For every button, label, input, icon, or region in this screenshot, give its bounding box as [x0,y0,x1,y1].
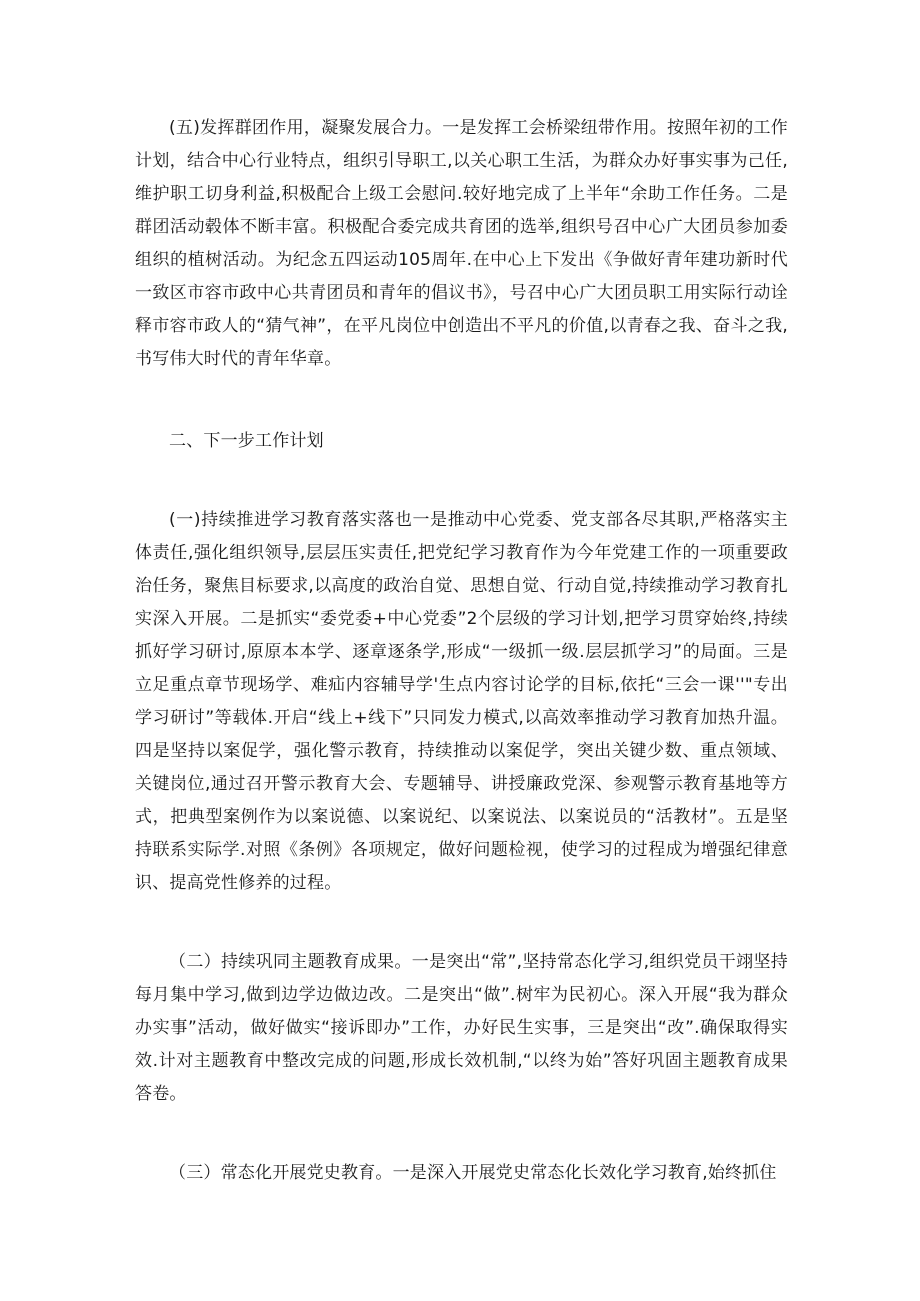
paragraph-mass-organizations: (五)发挥群团作用，凝聚发展合力。一是发挥工会桥梁纽带作用。按照年初的工作计划，结合中心行业特点，组织引导职工,以关心职工生活，为群众办好事实事为己任,维护职工切身利益,积极配合上级工会慰问.较好地完成了上半年“余助工作任务。二是群团活动毂体不断丰富。积极配合委完成共育团的选举,组织号召中心广大团员参加委组织的植树活动。为纪念五四运动105周年.在中心上下发出《争做好青年建功新时代一致区市容市政中心共青团员和青年的倡议书》，号召中心广大团员职工用实际行动诠释市容市政人的“猜气神”，在平凡岗位中创造出不平凡的价值,以青春之我、奋斗之我,书写伟大时代的青年华章。 [135,118,788,369]
paragraph-study-education: (一)持续推进学习教育落实落也一是推动中心党委、党支部各尽其职,严格落实主体责任,强化组织领导,层层压实责任,把党纪学习教育作为今年党建工作的一项重要政治任务，聚焦目标要求,以高度的政治自觉、思想自觉、行动自觉,持续推动学习教育扎实深入开展。二是抓实“委党委+中心党委”2个层级的学习计划,把学习贯穿始终,持续抓好学习研讨,原原本本学、逐章逐条学,形成“一级抓一级.层层抓学习”的局面。三是立足重点章节现场学、难疝内容辅导学'生点内容讨论学的目标,依托“三会一课''"专出学习研讨”等载体.开启“线上+线下”只同发力模式,以高效率推动学习教育加热升温。四是坚持以案促学，强化警示教育，持续推动以案促学，突出关键少数、重点领域、关键岗位,通过召开警示教育大会、专题辅导、讲授廉政党深、参观警示教育基地等方式，把典型案例作为以案说德、以案说纪、以案说法、以案说员的“活教材”。五是坚持联系实际学.对照《条例》各项规定，做好问题检视，使学习的过程成为增强纪律意识、提高党性修养的过程。 [135,510,788,893]
paragraph-party-history: （三）常态化开展党史教育。一是深入开展党史常态化长效化学习教育,始终抓住 [169,1163,777,1183]
section-heading-next-steps: 二、下一步工作计划 [169,431,324,451]
paragraph-theme-education: （二）持续巩同主题教育成果。一是突出“常”,坚持常态化学习,组织党员干翊坚持每月集中学习,做到边学边做边改。二是突出“做”.树牢为民初心。深入开展“我为群众办实事”活动，做好做实“接诉即办”工作，办好民生实事，三是突出“改”.确保取得实效.计对主题教育中整改完成的问题,形成长效机制,“以终为始”答好巩固主题教育成果答卷。 [135,952,788,1104]
